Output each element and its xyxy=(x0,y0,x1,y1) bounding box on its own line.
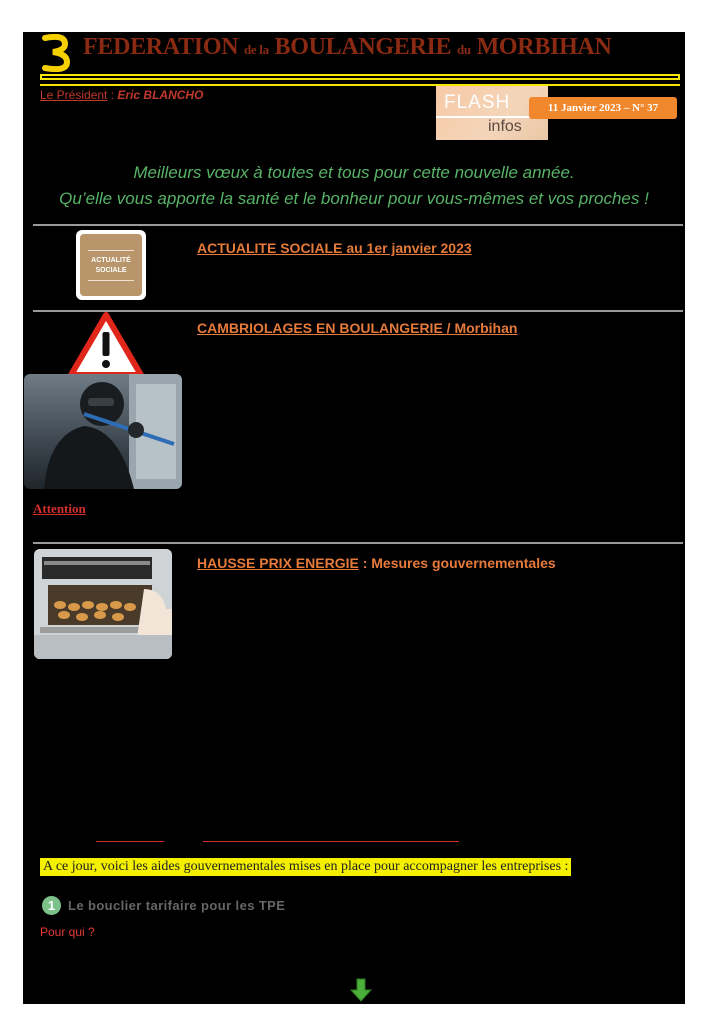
header-rule-thin xyxy=(40,84,680,86)
bouclier-tarifaire-heading: Le bouclier tarifaire pour les TPE xyxy=(68,898,286,913)
section-title-energie[interactable] xyxy=(197,555,556,571)
infos-word: infos xyxy=(488,118,522,135)
burglar-photo xyxy=(24,374,182,489)
section-title-sociale-link[interactable]: ACTUALITE SOCIALE au 1er janvier 2023 xyxy=(197,240,472,256)
badge-text-line-2: SOCIALE xyxy=(95,267,127,274)
title-word: MORBIHAN xyxy=(476,34,612,60)
title-word: FEDERATION xyxy=(83,34,239,60)
section-divider xyxy=(33,224,683,226)
aides-intro-highlight: A ce jour, voici les aides gouvernementales mises en place pour accompagner les entreprises : xyxy=(40,858,571,876)
section-title-energie-link[interactable]: HAUSSE PRIX ENERGIE xyxy=(197,555,359,571)
president-line xyxy=(40,88,203,102)
president-label: Le Président xyxy=(40,88,108,102)
issue-date-badge: 11 Janvier 2023 – N° 37 xyxy=(529,97,677,119)
header-rule xyxy=(40,74,680,80)
title-small-word: du xyxy=(456,42,471,57)
number-one-icon: 1 xyxy=(42,896,61,915)
title-word: BOULANGERIE xyxy=(274,34,452,60)
federation-logo xyxy=(41,34,71,72)
wishes-line-1: Meilleurs vœux à toutes et tous pour cette nouvelle année. xyxy=(133,163,575,182)
new-year-wishes xyxy=(23,160,685,212)
section-title-cambriolages-link[interactable]: CAMBRIOLAGES EN BOULANGERIE / Morbihan xyxy=(197,320,518,336)
warning-triangle-icon xyxy=(68,312,144,378)
president-name: Eric BLANCHO xyxy=(117,88,204,102)
pour-qui-label: Pour qui ? xyxy=(40,925,95,939)
wishes-line-2: Qu’elle vous apporte la santé et le bonheur pour vous-mêmes et vos proches ! xyxy=(59,189,649,208)
arrow-down-icon xyxy=(349,978,373,1002)
title-small-word: de la xyxy=(243,42,269,57)
section-title-energie-rest: : Mesures gouvernementales xyxy=(358,555,556,571)
underline-fragment xyxy=(96,841,164,842)
section-title-sociale[interactable] xyxy=(197,240,472,256)
badge-text-line-1: ACTUALITÉ xyxy=(91,257,131,264)
bakery-oven-photo xyxy=(34,549,172,659)
attention-link[interactable]: Attention xyxy=(33,501,86,516)
federation-title xyxy=(83,34,683,61)
newsletter-page xyxy=(23,32,685,1004)
underline-fragment xyxy=(203,841,459,842)
section-divider xyxy=(33,542,683,544)
section-title-cambriolages[interactable] xyxy=(197,320,517,336)
actualite-sociale-badge xyxy=(76,230,146,300)
flash-word: FLASH xyxy=(444,92,511,113)
president-separator: : xyxy=(107,88,118,102)
